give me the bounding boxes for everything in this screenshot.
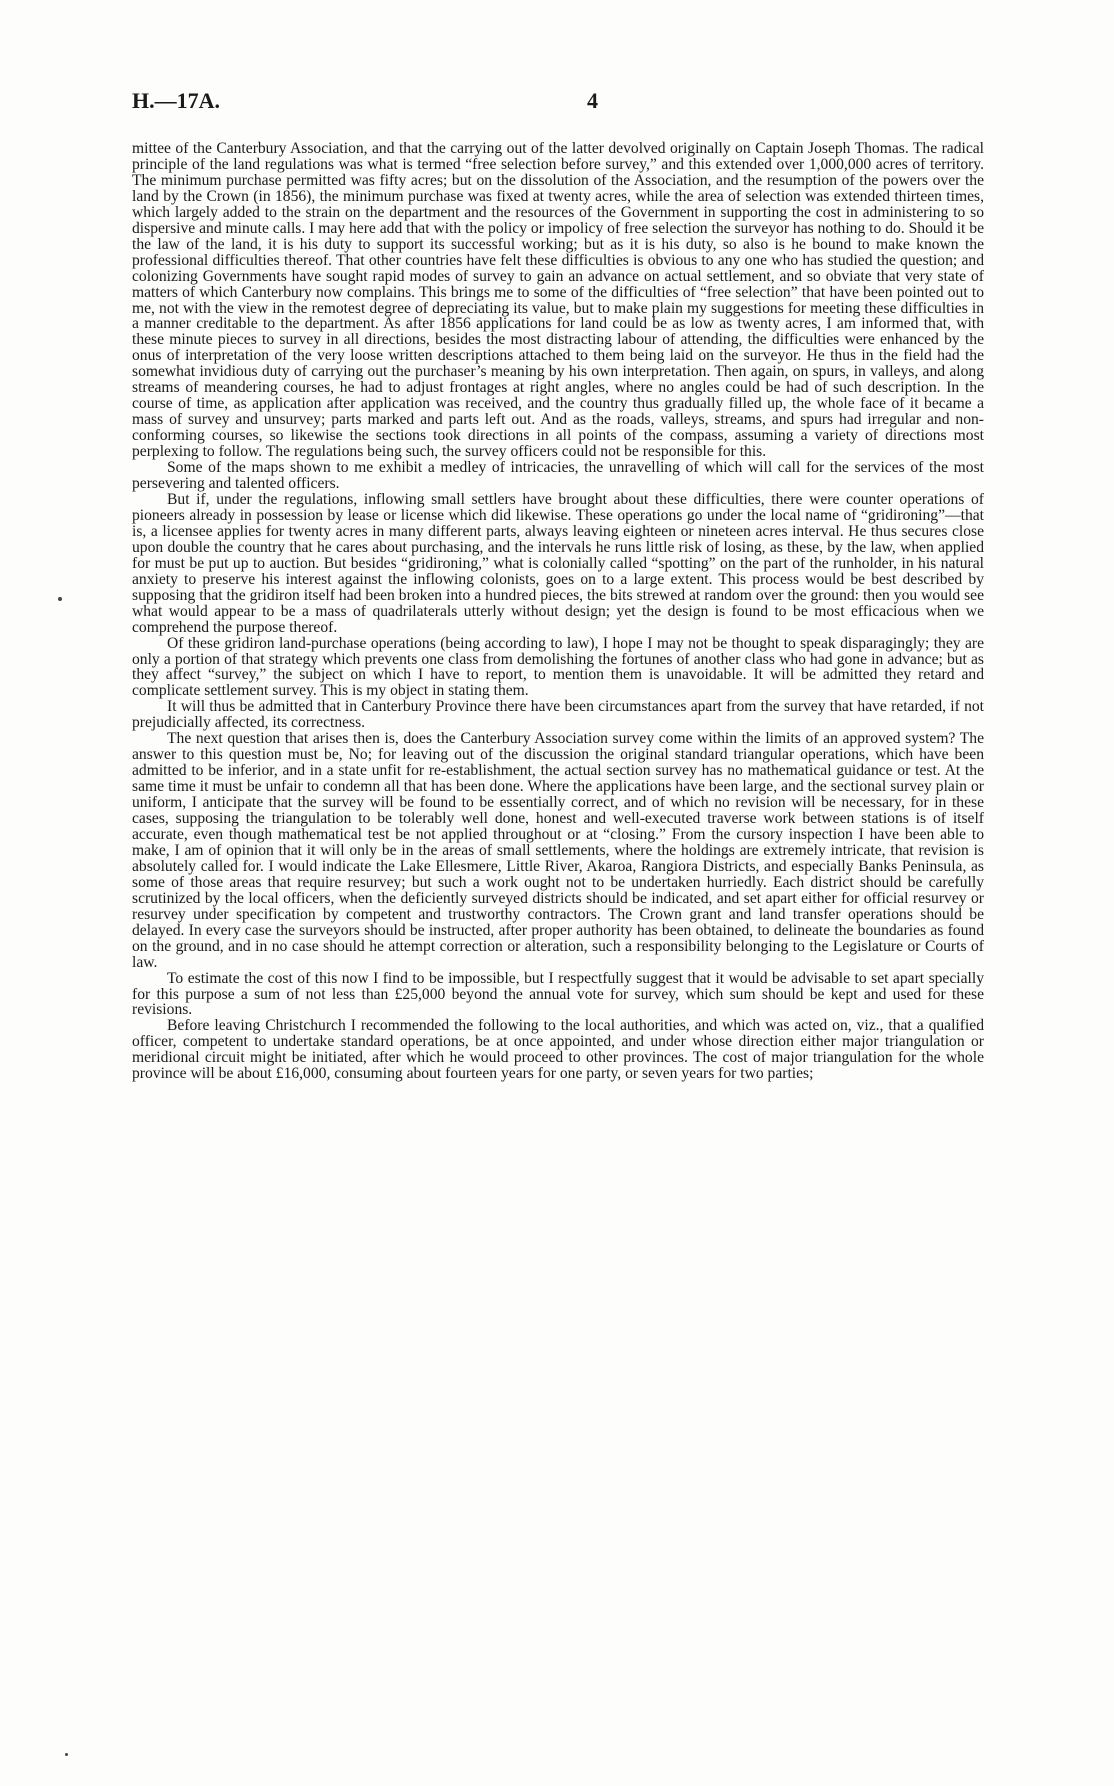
report-body <box>132 141 984 1082</box>
page-number: 4 <box>587 88 598 113</box>
paragraph: To estimate the cost of this now I find to be impossible, but I respectfully suggest that it would be advisable to set apart specially for this purpose a sum of not less than £25,000 beyond the annual vote for survey, which sum should be kept and used for these revisions. <box>132 969 984 1019</box>
page-header <box>132 88 984 118</box>
paragraph: The next question that arises then is, does the Canterbury Association survey come within the limits of an approved system? The answer to this question must be, No; for leaving out of the discussion the original standard triangular operations, which have been admitted to be inferior, and in a state unfit for re-establishment, the actual section survey has no mathematical guidance or test. At the same time it must be unfair to condemn all that has been done. Where the applications have been large, and the sectional survey plain or uniform, I anticipate that the survey will be found to be essentially correct, and of which no revision will be necessary, for in these cases, supposing the triangulation to be tolerably well done, honest and well-executed traverse work between stations is of itself accurate, even though mathematical test be not applied throughout or at “closing.” From the cursory inspection I have been able to make, I am of opinion that it will only be in the areas of small settlements, where the holdings are extremely intricate, that revision is absolutely called for. I would indicate the Lake Ellesmere, Little River, Akaroa, Rangiora Districts, and especially Banks Peninsula, as some of those areas that require resurvey; but such a work ought not to be undertaken hurriedly. Each district should be carefully scrutinized by the local officers, when the deficiently surveyed districts should be indicated, and set apart either for official resurvey or resurvey under specification by competent and trustworthy contractors. The Crown grant and land transfer operations should be delayed. In every case the surveyors should be instructed, after proper authority has been obtained, to delineate the boundaries as found on the ground, and in no case should he attempt correction or alteration, such a responsibility belonging to the Legislature or Courts of law. <box>132 730 984 971</box>
paragraph: Before leaving Christchurch I recommended the following to the local authorities, and which was acted on, viz., that a qualified officer, competent to undertake standard operations, be at once appointed, and under whose direction either major triangulation or meridional circuit might be initiated, after which he would proceed to other provinces. The cost of major triangulation for the whole province will be about £16,000, consuming about fourteen years for one party, or seven years for two parties; <box>132 1017 984 1083</box>
paragraph: mittee of the Canterbury Association, and that the carrying out of the latter devolved originally on Captain Joseph Thomas. The radical principle of the land regulations was what is termed “free selection before survey,” and this extended over 1,000,000 acres of territory. The minimum purchase permitted was fifty acres; but on the dissolution of the Association, and the resumption of the powers over the land by the Crown (in 1856), the minimum purchase was fixed at twenty acres, while the area of selection was extended thirteen times, which largely added to the strain on the department and the resources of the Government in supporting the cost in administering to so dispersive and minute calls. I may here add that with the policy or impolicy of free selection the surveyor has nothing to do. Should it be the law of the land, it is his duty to support its successful working; but as it is his duty, so also is he bound to make known the professional difficulties thereof. That other countries have felt these difficulties is obvious to any one who has studied the question; and colonizing Governments have sought rapid modes of survey to gain an advance on actual settlement, and so obviate that very state of matters of which Canterbury now complains. This brings me to some of the difficulties of “free selection” that have been pointed out to me, not with the view in the remotest degree of depreciating its value, but to make plain my suggestions for meeting these difficulties in a manner creditable to the department. As after 1856 applications for land could be as low as twenty acres, I am informed that, with these minute pieces to survey in all directions, besides the most distracting labour of attending, the difficulties were enhanced by the onus of interpretation of the very loose written descriptions attached to them being laid on the surveyor. He thus in the field had the somewhat invidious duty of carrying out the purchaser’s meaning by his own interpretation. Then again, on spurs, in valleys, and along streams of meandering courses, he had to adjust frontages at right angles, where no angles could be had of such description. In the course of time, as application after application was received, and the country thus gradually filled up, the whole face of it became a mass of survey and unsurvey; parts marked and parts left out. And as the roads, valleys, streams, and spurs had irregular and non-conforming courses, so likewise the sections took directions in all points of the compass, assuming a variety of directions most perplexing to follow. The regulations being such, the survey officers could not be responsible for this. <box>132 140 984 461</box>
paragraph: But if, under the regulations, inflowing small settlers have brought about these difficulties, there were counter operations of pioneers already in possession by lease or license which did likewise. These operations go under the local name of “gridironing”—that is, a licensee applies for twenty acres in many different parts, always leaving eighteen or nineteen acres interval. He thus secures close upon double the country that he cares about purchasing, and the intervals he runs little risk of losing, as these, by the law, when applied for must be put up to auction. But besides “gridironing,” what is colonially called “spotting” on the part of the runholder, in his natural anxiety to preserve his interest against the inflowing colonists, goes on to a large extent. This process would be best described by supposing that the gridiron itself had been broken into a hundred pieces, the bits strewed at random over the ground: then you would see what would appear to be a mass of quadrilaterals utterly without design; yet the design is found to be most efficacious when we comprehend the purpose thereof. <box>132 490 984 636</box>
paragraph: Some of the maps shown to me exhibit a medley of intricacies, the unravelling of which will call for the services of the most persevering and talented officers. <box>132 459 984 493</box>
margin-speck <box>65 1753 68 1756</box>
paragraph: Of these gridiron land-purchase operations (being according to law), I hope I may not be thought to speak disparagingly; they are only a portion of that strategy which prevents one class from demolishing the fortunes of another class who had gone in advance; but as they affect “survey,” the subject on which I have to report, to mention them is unavoidable. It will be admitted they retard and complicate settlement survey. This is my object in stating them. <box>132 634 984 700</box>
paragraph: It will thus be admitted that in Canterbury Province there have been circumstances apart from the survey that have retarded, if not prejudicially affected, its correctness. <box>132 698 984 732</box>
document-reference: H.—17A. <box>132 88 220 113</box>
margin-speck <box>58 597 62 601</box>
